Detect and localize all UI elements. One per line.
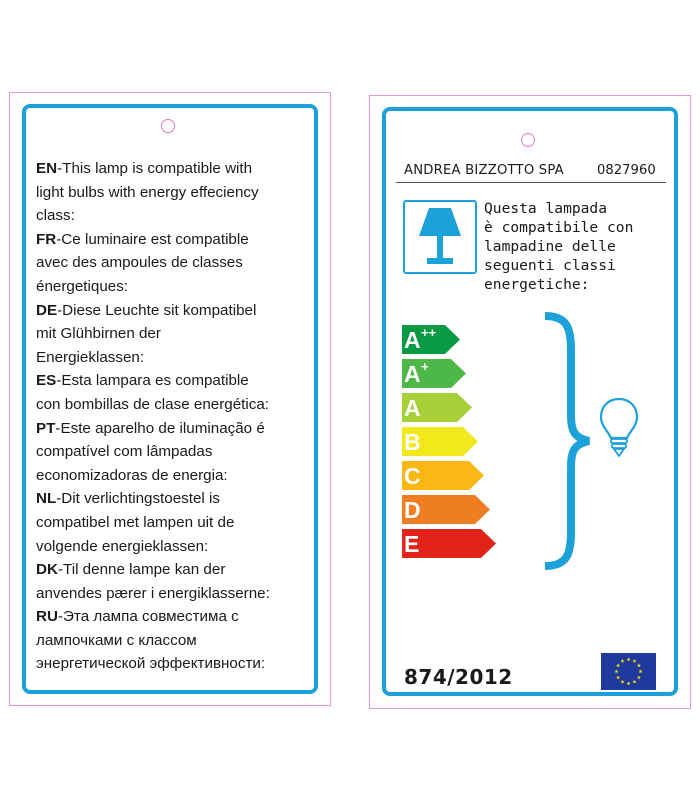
left-tag-hole (161, 119, 175, 133)
energy-class-letter: A (404, 361, 421, 387)
text-line (36, 417, 316, 441)
company-name: ANDREA BIZZOTTO SPA (404, 163, 564, 178)
energy-class-letter: B (404, 429, 421, 455)
line-text: light bulbs with energy effeciency (36, 183, 259, 201)
text-line (36, 393, 316, 417)
text-line (36, 322, 316, 346)
language-code: DE (36, 301, 58, 319)
text-line (36, 369, 316, 393)
energy-class-b (402, 427, 478, 456)
text-line (36, 558, 316, 582)
text-line (36, 535, 316, 559)
line-text: anvendes pærer i energiklasserne: (36, 584, 270, 602)
regulation-number: 874/2012 (404, 665, 513, 689)
energy-class-plus: ++ (421, 325, 437, 340)
eu-flag-icon (601, 653, 656, 690)
text-line (36, 275, 316, 299)
line-text: -Esta lampara es compatible (56, 372, 249, 390)
line-text: энергетической эффективности: (36, 655, 266, 673)
italian-line: lampadine delle (484, 238, 616, 255)
text-line (36, 605, 316, 629)
curly-brace (541, 310, 593, 572)
language-code: RU (36, 608, 58, 626)
line-text: -Diese Leuchte sit kompatibel (57, 301, 257, 319)
energy-class-e (402, 529, 496, 558)
energy-class-letter: A (404, 327, 421, 353)
line-text: -Dit verlichtingstoestel is (56, 490, 220, 508)
text-line (36, 487, 316, 511)
italian-line: seguenti classi (484, 257, 616, 274)
compatibility-text (36, 157, 316, 676)
text-line (36, 157, 316, 181)
line-text: -Til denne lampe kan der (57, 561, 226, 579)
energy-class-letter: D (404, 497, 421, 523)
line-text: -Este aparelho de iluminação é (55, 419, 265, 437)
text-line (36, 181, 316, 205)
line-text: mit Glühbirnen der (36, 325, 161, 343)
text-line (36, 629, 316, 653)
text-line (36, 346, 316, 370)
table-lamp-icon (403, 200, 477, 274)
text-line (36, 299, 316, 323)
energy-class-d (402, 495, 490, 524)
energy-class-a (402, 393, 472, 422)
line-text: Energieklassen: (36, 348, 145, 366)
text-line (36, 464, 316, 488)
line-text: class: (36, 207, 75, 225)
line-text: énergetiques: (36, 277, 129, 295)
energy-class-letter: C (404, 463, 421, 489)
text-line (36, 204, 316, 228)
italian-compatibility-text (484, 199, 633, 294)
energy-class-ap (402, 359, 466, 388)
italian-line: Questa lampada (484, 200, 608, 217)
line-text: compatibel met lampen uit de (36, 513, 235, 531)
energy-class-letter: E (404, 531, 420, 557)
language-code: DK (36, 561, 58, 579)
language-code: ES (36, 372, 57, 390)
energy-class-letter: A (404, 395, 421, 421)
text-line (36, 582, 316, 606)
language-code: PT (36, 419, 56, 437)
text-line (36, 652, 316, 676)
line-text: -Эта лампа совместима с (57, 608, 239, 626)
line-text: avec des ampoules de classes (36, 254, 243, 272)
text-line (36, 251, 316, 275)
language-code: EN (36, 160, 58, 177)
line-text: compatível com lâmpadas (36, 443, 213, 461)
line-text: economizadoras de energia: (36, 466, 228, 484)
text-line (36, 511, 316, 535)
product-code: 0827960 (597, 163, 656, 178)
text-line (36, 228, 316, 252)
line-text: volgende energieklassen: (36, 537, 209, 555)
line-text: лампочками с классом (36, 631, 197, 649)
light-bulb-icon (598, 396, 640, 460)
text-line (36, 440, 316, 464)
energy-class-plus: + (421, 359, 429, 374)
divider (396, 182, 666, 183)
italian-line: energetiche: (484, 276, 590, 293)
line-text: -This lamp is compatible with (57, 160, 253, 177)
energy-class-c (402, 461, 484, 490)
right-tag-hole (521, 133, 535, 147)
line-text: con bombillas de clase energética: (36, 395, 270, 413)
energy-class-scale (398, 320, 516, 565)
italian-line: è compatibile con (484, 219, 634, 236)
line-text: -Ce luminaire est compatible (56, 230, 249, 248)
language-code: NL (36, 490, 57, 508)
energy-class-app (402, 325, 460, 354)
language-code: FR (36, 230, 57, 248)
